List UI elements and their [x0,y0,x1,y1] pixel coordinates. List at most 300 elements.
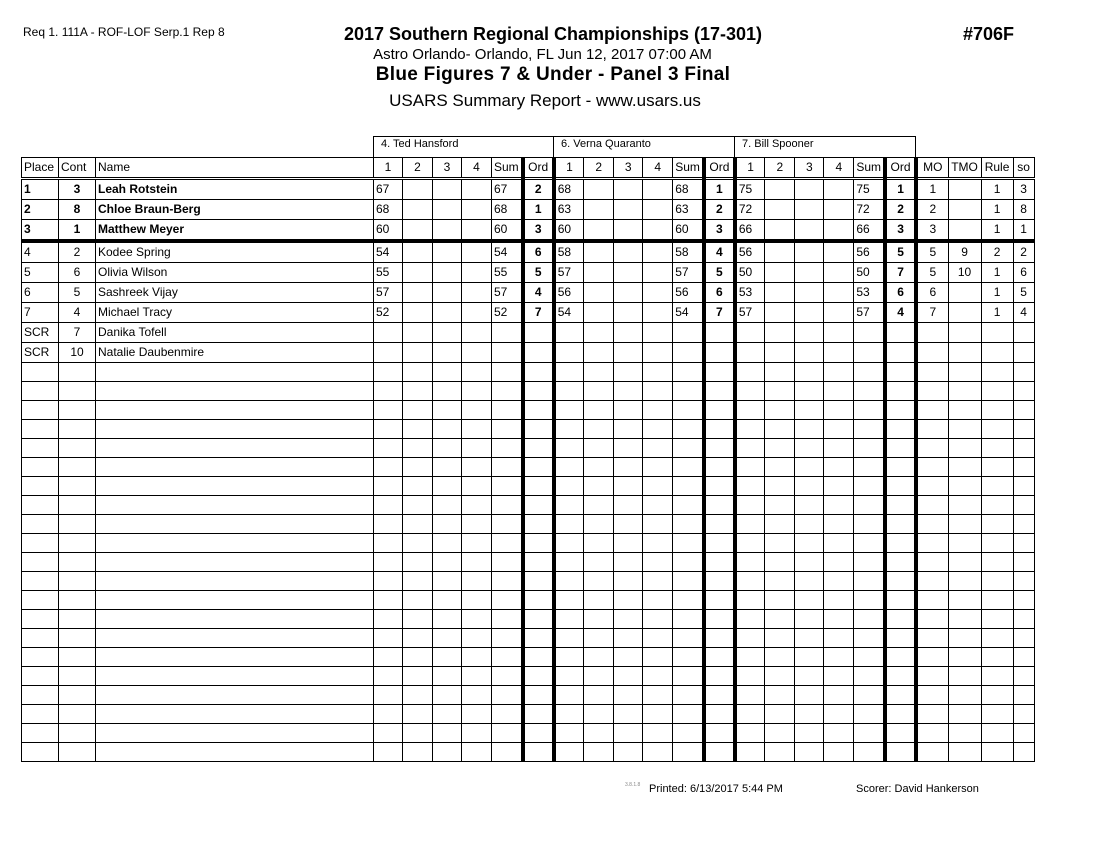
empty-cell [735,515,765,534]
empty-cell [403,743,433,762]
empty-cell [22,496,59,515]
score-1-cell: 56 [735,241,765,263]
location-datetime: Astro Orlando- Orlando, FL Jun 12, 2017 07:00 AM [373,46,712,63]
empty-cell [59,591,96,610]
empty-cell [59,553,96,572]
empty-cell [981,553,1013,572]
score-1-cell: 72 [735,200,765,220]
empty-cell [403,496,433,515]
empty-cell [554,667,584,686]
empty-cell [523,610,554,629]
empty-cell [96,439,374,458]
score-1-cell [374,343,403,363]
empty-cell [916,724,948,743]
sum-cell: 68 [492,200,523,220]
col-j2-s2: 2 [584,158,614,179]
score-4-cell [824,200,854,220]
sum-cell: 52 [492,303,523,323]
empty-cell [374,705,403,724]
tmo-cell: 9 [948,241,981,263]
empty-cell [854,515,885,534]
score-2-cell [403,179,433,200]
table-row [22,220,1035,242]
empty-cell [584,572,614,591]
empty-cell [885,420,916,439]
empty-row [22,724,1035,743]
empty-cell [614,610,643,629]
empty-cell [614,667,643,686]
judge-header-1: 4. Ted Hansford [373,136,554,157]
col-cont: Cont [59,158,96,179]
empty-cell [492,458,523,477]
empty-cell [735,363,765,382]
empty-cell [916,439,948,458]
empty-cell [59,572,96,591]
empty-cell [948,382,981,401]
ordinal-cell: 6 [885,283,916,303]
empty-cell [433,553,462,572]
empty-cell [59,724,96,743]
empty-cell [704,553,735,572]
so-cell: 5 [1013,283,1034,303]
empty-cell [854,572,885,591]
ordinal-cell: 3 [704,220,735,242]
empty-cell [1013,382,1034,401]
scorer-label: Scorer: David Hankerson [856,783,979,795]
empty-cell [981,401,1013,420]
empty-cell [765,401,795,420]
empty-cell [403,724,433,743]
empty-cell [643,705,673,724]
empty-cell [735,534,765,553]
empty-cell [704,439,735,458]
empty-row [22,610,1035,629]
score-3-cell [614,241,643,263]
empty-cell [492,496,523,515]
score-4-cell [462,200,492,220]
empty-cell [584,686,614,705]
sum-cell [854,323,885,343]
empty-cell [433,401,462,420]
empty-cell [584,439,614,458]
empty-cell [704,572,735,591]
empty-cell [704,477,735,496]
empty-cell [1013,705,1034,724]
empty-cell [765,420,795,439]
empty-cell [462,724,492,743]
score-2-cell [765,200,795,220]
empty-cell [765,591,795,610]
empty-cell [673,458,704,477]
empty-cell [885,363,916,382]
score-2-cell [584,200,614,220]
empty-cell [673,401,704,420]
mo-cell: 2 [916,200,948,220]
score-2-cell [765,220,795,242]
empty-cell [948,667,981,686]
rule-cell: 1 [981,263,1013,283]
place-cell: 1 [22,179,59,200]
empty-cell [22,401,59,420]
empty-cell [765,458,795,477]
empty-cell [735,667,765,686]
table-row [22,283,1035,303]
empty-cell [403,705,433,724]
empty-cell [765,610,795,629]
col-j3-s1: 1 [735,158,765,179]
empty-cell [614,724,643,743]
score-1-cell: 75 [735,179,765,200]
empty-cell [462,420,492,439]
empty-cell [854,363,885,382]
score-3-cell [795,200,824,220]
empty-cell [433,591,462,610]
empty-cell [916,496,948,515]
col-j1-s1: 1 [374,158,403,179]
empty-cell [554,458,584,477]
empty-cell [374,439,403,458]
empty-cell [403,458,433,477]
empty-cell [523,534,554,553]
empty-cell [403,420,433,439]
score-1-cell: 55 [374,263,403,283]
empty-cell [673,382,704,401]
so-cell: 4 [1013,303,1034,323]
sum-cell [854,343,885,363]
empty-cell [765,534,795,553]
score-1-cell: 57 [735,303,765,323]
empty-cell [22,648,59,667]
empty-cell [462,686,492,705]
empty-cell [1013,629,1034,648]
empty-cell [59,458,96,477]
sum-cell: 57 [492,283,523,303]
empty-cell [704,496,735,515]
empty-cell [765,363,795,382]
empty-cell [795,363,824,382]
empty-cell [584,515,614,534]
empty-cell [584,610,614,629]
empty-row [22,705,1035,724]
score-3-cell [433,263,462,283]
empty-cell [374,382,403,401]
mo-cell: 5 [916,241,948,263]
name-cell: Sashreek Vijay [96,283,374,303]
empty-cell [704,648,735,667]
cont-cell: 10 [59,343,96,363]
empty-cell [824,743,854,762]
name-cell: Natalie Daubenmire [96,343,374,363]
empty-cell [643,667,673,686]
empty-cell [492,629,523,648]
score-2-cell [403,283,433,303]
empty-cell [948,534,981,553]
score-4-cell [643,323,673,343]
empty-cell [403,401,433,420]
empty-cell [492,553,523,572]
empty-cell [584,629,614,648]
empty-cell [916,363,948,382]
score-4-cell [824,179,854,200]
sum-cell: 53 [854,283,885,303]
empty-cell [96,629,374,648]
score-3-cell [614,263,643,283]
col-name: Name [96,158,374,179]
name-cell: Chloe Braun-Berg [96,200,374,220]
empty-cell [96,610,374,629]
empty-cell [374,686,403,705]
score-3-cell [433,343,462,363]
empty-cell [96,705,374,724]
empty-cell [492,534,523,553]
empty-cell [854,534,885,553]
empty-cell [403,610,433,629]
empty-cell [981,724,1013,743]
empty-cell [795,629,824,648]
col-j1-s2: 2 [403,158,433,179]
empty-cell [854,648,885,667]
empty-cell [916,401,948,420]
empty-cell [643,743,673,762]
empty-cell [1013,553,1034,572]
empty-cell [673,363,704,382]
name-cell: Leah Rotstein [96,179,374,200]
empty-cell [554,515,584,534]
score-3-cell [433,179,462,200]
empty-cell [948,553,981,572]
empty-cell [854,477,885,496]
score-4-cell [643,263,673,283]
empty-cell [462,534,492,553]
ordinal-cell: 1 [885,179,916,200]
ordinal-cell: 3 [885,220,916,242]
score-1-cell [735,343,765,363]
empty-cell [765,724,795,743]
score-4-cell [462,179,492,200]
empty-cell [22,382,59,401]
empty-cell [554,477,584,496]
judge-header-2: 6. Verna Quaranto [553,136,735,157]
empty-cell [981,572,1013,591]
score-3-cell [795,241,824,263]
empty-cell [433,610,462,629]
score-3-cell [614,200,643,220]
sum-cell: 60 [492,220,523,242]
empty-cell [59,743,96,762]
empty-cell [374,515,403,534]
score-3-cell [795,263,824,283]
col-j3-ord: Ord [885,158,916,179]
score-4-cell [824,323,854,343]
empty-cell [854,610,885,629]
empty-cell [22,477,59,496]
empty-row [22,648,1035,667]
empty-cell [795,420,824,439]
empty-cell [948,724,981,743]
empty-cell [795,458,824,477]
ordinal-cell: 7 [704,303,735,323]
empty-cell [96,496,374,515]
results-table [21,157,1035,762]
empty-cell [433,534,462,553]
empty-cell [916,420,948,439]
score-1-cell [374,323,403,343]
empty-cell [523,705,554,724]
ordinal-cell [704,343,735,363]
score-2-cell [765,343,795,363]
ordinal-cell: 5 [523,263,554,283]
empty-cell [433,458,462,477]
empty-cell [96,743,374,762]
empty-cell [643,496,673,515]
empty-cell [795,401,824,420]
empty-cell [554,705,584,724]
empty-cell [523,572,554,591]
empty-cell [374,534,403,553]
empty-cell [492,686,523,705]
score-3-cell [433,303,462,323]
empty-cell [523,553,554,572]
score-2-cell [584,241,614,263]
place-cell: 5 [22,263,59,283]
empty-cell [643,515,673,534]
tmo-cell: 10 [948,263,981,283]
tmo-cell [948,303,981,323]
printed-timestamp: Printed: 6/13/2017 5:44 PM [649,783,783,795]
empty-cell [824,705,854,724]
empty-cell [643,610,673,629]
empty-cell [614,591,643,610]
mo-cell: 7 [916,303,948,323]
empty-cell [673,477,704,496]
ordinal-cell: 5 [704,263,735,283]
empty-cell [916,382,948,401]
empty-cell [614,496,643,515]
empty-cell [885,629,916,648]
event-title: Blue Figures 7 & Under - Panel 3 Final [375,64,731,85]
empty-cell [59,401,96,420]
empty-cell [854,496,885,515]
score-1-cell: 63 [554,200,584,220]
empty-cell [795,572,824,591]
empty-cell [885,610,916,629]
empty-cell [643,363,673,382]
empty-cell [554,363,584,382]
name-cell: Michael Tracy [96,303,374,323]
empty-cell [795,648,824,667]
competition-title-text: 2017 Southern Regional Championships (17-301) [343,24,763,44]
empty-cell [462,610,492,629]
empty-cell [433,705,462,724]
empty-cell [22,572,59,591]
empty-cell [824,610,854,629]
empty-cell [673,420,704,439]
so-cell [1013,323,1034,343]
empty-cell [1013,439,1034,458]
empty-cell [854,401,885,420]
empty-cell [735,724,765,743]
empty-cell [96,458,374,477]
empty-cell [462,667,492,686]
empty-cell [492,401,523,420]
empty-cell [795,743,824,762]
score-2-cell [584,179,614,200]
empty-cell [704,705,735,724]
empty-cell [643,382,673,401]
empty-cell [492,572,523,591]
empty-cell [948,648,981,667]
empty-cell [554,401,584,420]
empty-cell [643,477,673,496]
empty-cell [673,496,704,515]
score-3-cell [614,343,643,363]
empty-cell [584,705,614,724]
sum-cell: 66 [854,220,885,242]
empty-cell [824,515,854,534]
score-2-cell [403,263,433,283]
score-1-cell: 57 [374,283,403,303]
empty-cell [765,572,795,591]
score-4-cell [824,263,854,283]
event-code: #706F [963,24,1015,44]
empty-cell [673,439,704,458]
score-4-cell [824,283,854,303]
score-2-cell [584,303,614,323]
competition-title [0,24,1100,45]
empty-cell [885,401,916,420]
empty-cell [1013,648,1034,667]
ordinal-cell: 3 [523,220,554,242]
cont-cell: 3 [59,179,96,200]
score-3-cell [795,303,824,323]
empty-cell [981,477,1013,496]
score-3-cell [433,220,462,242]
empty-cell [981,496,1013,515]
empty-cell [854,420,885,439]
score-3-cell [614,323,643,343]
rule-cell [981,343,1013,363]
col-j2-s1: 1 [554,158,584,179]
empty-cell [614,553,643,572]
empty-cell [403,363,433,382]
empty-cell [916,705,948,724]
empty-cell [462,572,492,591]
empty-cell [374,629,403,648]
empty-cell [554,743,584,762]
empty-cell [59,610,96,629]
empty-cell [795,686,824,705]
score-3-cell [614,220,643,242]
tmo-cell [948,323,981,343]
empty-cell [523,382,554,401]
empty-cell [824,363,854,382]
empty-cell [59,667,96,686]
empty-cell [643,686,673,705]
empty-row [22,401,1035,420]
column-header-row [22,158,1035,179]
empty-cell [403,477,433,496]
empty-cell [22,420,59,439]
empty-cell [22,705,59,724]
empty-cell [403,629,433,648]
empty-cell [854,724,885,743]
empty-cell [981,458,1013,477]
score-1-cell: 54 [554,303,584,323]
score-4-cell [462,241,492,263]
empty-cell [462,382,492,401]
empty-cell [854,458,885,477]
empty-cell [704,401,735,420]
